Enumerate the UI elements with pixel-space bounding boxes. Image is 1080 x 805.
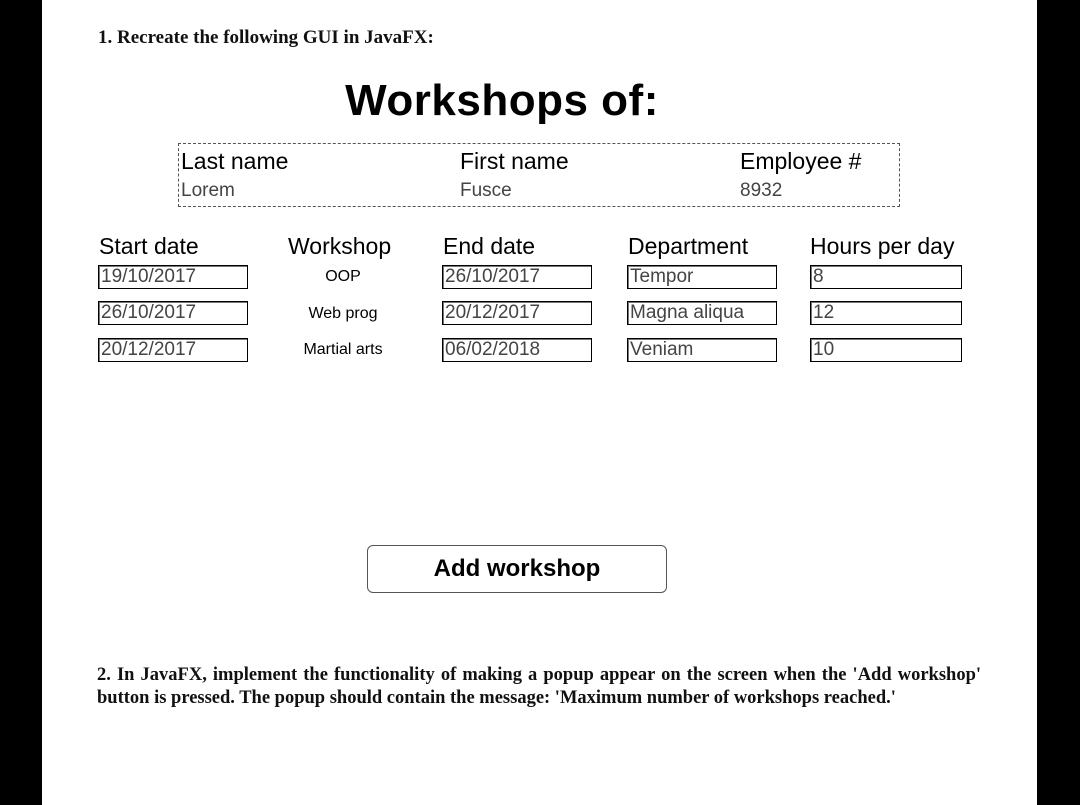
start-date-field[interactable]: 20/12/2017: [98, 338, 248, 362]
start-date-header: Start date: [99, 233, 199, 259]
last-name-label: Last name: [181, 148, 289, 174]
employee-info-box: [178, 143, 900, 207]
hours-per-day-header: Hours per day: [810, 233, 955, 259]
department-field[interactable]: Veniam: [627, 338, 777, 362]
start-date-field[interactable]: 19/10/2017: [98, 265, 248, 289]
employee-number-label: Employee #: [740, 148, 862, 174]
workshop-label: OOP: [325, 268, 361, 285]
end-date-field[interactable]: 20/12/2017: [442, 301, 592, 325]
department-header: Department: [628, 233, 749, 259]
workshop-label: Martial arts: [303, 341, 383, 358]
first-name-value: Fusce: [460, 180, 512, 201]
workshop-label: Web prog: [308, 305, 378, 322]
department-field[interactable]: Magna aliqua: [627, 301, 777, 325]
first-name-label: First name: [460, 148, 569, 174]
end-date-header: End date: [443, 233, 536, 259]
employee-number-value: 8932: [740, 180, 783, 201]
hours-per-day-field[interactable]: 12: [810, 301, 962, 325]
department-field[interactable]: Tempor: [627, 265, 777, 289]
last-name-value: Lorem: [181, 180, 235, 201]
workshop-header: Workshop: [288, 233, 392, 259]
end-date-field[interactable]: 26/10/2017: [442, 265, 592, 289]
document-page: [42, 0, 1037, 805]
page-title: Workshops of:: [345, 76, 659, 125]
question-1-text: 1. Recreate the following GUI in JavaFX:: [98, 27, 434, 48]
start-date-field[interactable]: 26/10/2017: [98, 301, 248, 325]
hours-per-day-field[interactable]: 10: [810, 338, 962, 362]
hours-per-day-field[interactable]: 8: [810, 265, 962, 289]
end-date-field[interactable]: 06/02/2018: [442, 338, 592, 362]
add-workshop-button[interactable]: Add workshop: [367, 545, 667, 593]
question-2-text: 2. In JavaFX, implement the functionality of making a popup appear on the screen when the 'Add workshop' button is pressed. The popup should contain the message: 'Maximum number of workshops reached.': [97, 665, 981, 708]
